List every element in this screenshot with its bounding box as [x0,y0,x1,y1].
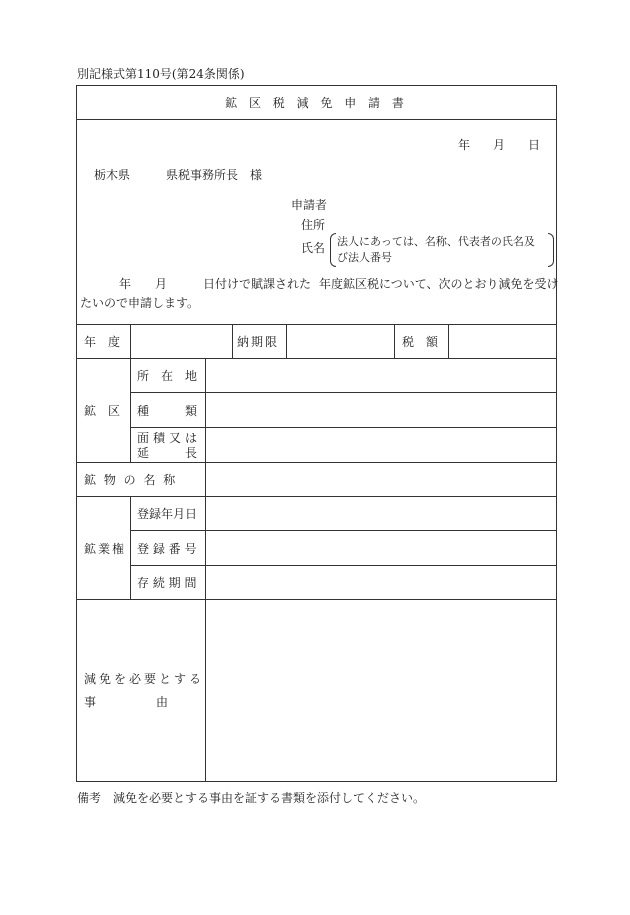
form-label: 別記様式第110号(第24条関係) [77,67,245,81]
divider [76,324,557,325]
divider [130,496,131,599]
reg-date-label: 登録年月日 [137,507,198,521]
area-length-label-2: 延 長 [137,446,198,460]
divider [130,392,557,393]
divider [130,324,131,358]
addressee-office: 県税事務所長 [166,168,239,182]
name-note-line1: 法人にあっては、名称、代表者の氏名及 [337,235,535,248]
divider [130,530,557,531]
name-note-line2: び法人番号 [337,251,392,264]
addressee-honorific: 様 [250,168,263,182]
divider [394,324,395,358]
divider [232,324,233,358]
form-title: 鉱 区 税 減 免 申 請 書 [225,96,408,110]
reason-label-1: 減免を必要とする [84,672,205,686]
location-label: 所 在 地 [137,369,198,383]
divider [130,565,557,566]
address-label: 住所 [301,218,326,232]
tax-amount-label: 税 額 [402,335,439,349]
statement-end: 年度鉱区税について、次のとおり減免を受け [319,277,559,291]
date-year: 年 [458,138,471,152]
divider [130,358,131,462]
date-month: 月 [493,138,506,152]
bracket-left [330,233,336,267]
due-date-label: 納期限 [237,335,280,349]
statement-line2: たいので申請します。 [80,296,200,310]
mining-right-label: 鉱業権 [84,542,127,556]
statement-mid: 日付けで賦課された [203,277,312,291]
bracket-right [548,233,554,267]
duration-label: 存 続 期 間 [137,576,197,590]
divider [205,358,206,782]
statement-year: 年 [119,277,132,291]
divider [76,599,557,600]
statement-month: 月 [155,277,168,291]
type-label: 種 類 [137,404,198,418]
note: 備考 減免を必要とする事由を証する書類を添付してください。 [77,791,426,805]
divider [76,119,557,120]
divider [286,324,287,358]
mineral-name-label: 鉱 物 の 名 称 [84,473,178,487]
area-length-label-1: 面積又は [137,431,202,445]
reason-label-2: 事 由 [84,695,169,709]
divider [130,427,557,428]
applicant-label: 申請者 [291,198,328,212]
reg-number-label: 登 録 番 号 [137,542,197,556]
divider [76,358,557,359]
divider [76,462,557,463]
name-label: 氏名 [301,241,326,255]
date-day: 日 [528,138,541,152]
mining-area-label: 鉱 区 [84,404,121,418]
addressee-pref: 栃木県 [94,168,131,182]
divider [448,324,449,358]
divider [76,496,557,497]
fiscal-year-label: 年 度 [84,335,121,349]
